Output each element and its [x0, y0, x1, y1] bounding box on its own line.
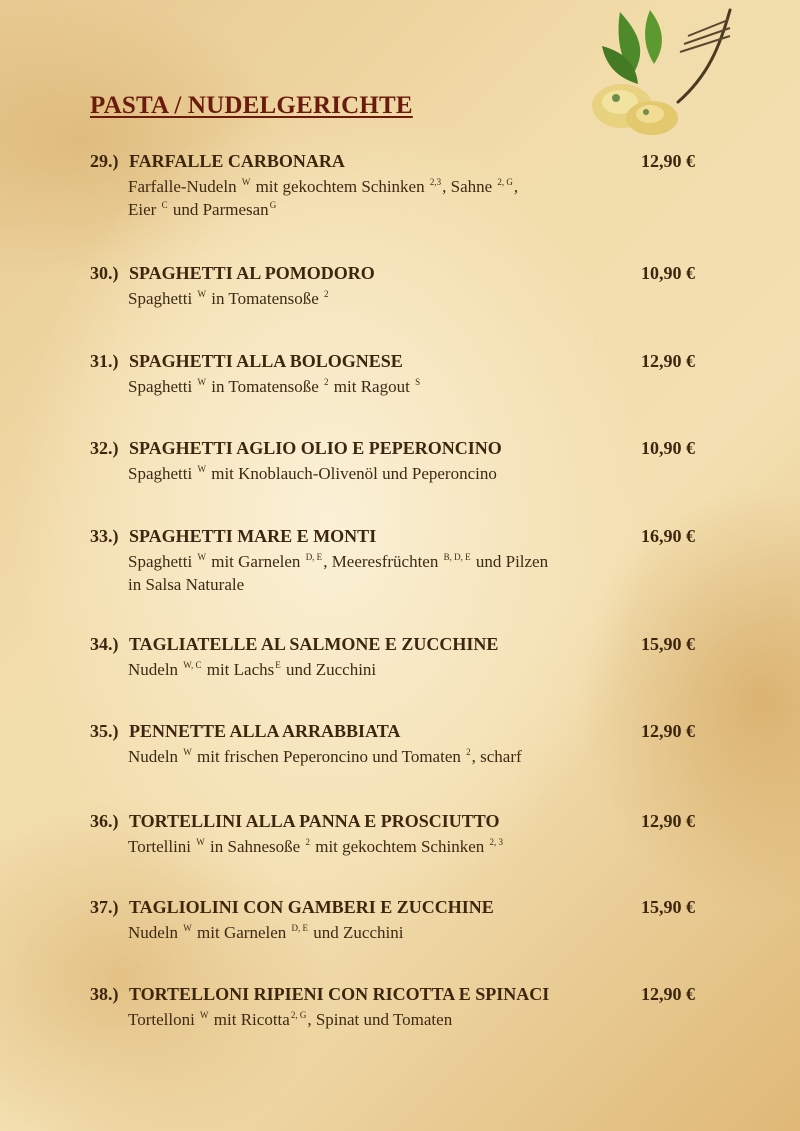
- menu-item-price: 12,90 €: [641, 984, 695, 1004]
- allergen-code: S: [415, 377, 421, 387]
- allergen-code: W: [200, 1010, 209, 1020]
- menu-item-price: 16,90 €: [641, 526, 695, 546]
- menu-item-header: [90, 151, 695, 175]
- description-text: Spaghetti: [128, 464, 197, 483]
- description-text: mit frischen Peperoncino und Tomaten: [192, 747, 466, 766]
- description-text: mit Lachs: [202, 660, 275, 679]
- menu-item-description: [128, 836, 695, 858]
- description-text: Farfalle-Nudeln: [128, 177, 241, 196]
- menu-item: [90, 811, 695, 858]
- menu-item-number: 32.): [90, 438, 119, 458]
- description-text: Eier: [128, 200, 161, 219]
- menu-item-description: [128, 288, 695, 310]
- allergen-code: 2: [466, 747, 471, 757]
- menu-item-name: SPAGHETTI AL POMODORO: [129, 263, 375, 283]
- menu-item-header: [90, 984, 695, 1008]
- allergen-code: 2,3: [429, 177, 442, 187]
- menu-item-price: 12,90 €: [641, 721, 695, 741]
- menu-item-description: [128, 574, 695, 596]
- description-text: in Tomatensoße: [206, 377, 324, 396]
- menu-item-description: [128, 746, 695, 768]
- menu-item-header: [90, 526, 695, 550]
- menu-item-number: 38.): [90, 984, 119, 1004]
- menu-item-header: [90, 897, 695, 921]
- menu-item-description: [128, 199, 695, 221]
- menu-item: [90, 721, 695, 768]
- description-text: mit gekochtem Schinken: [310, 837, 489, 856]
- allergen-code: W: [183, 747, 192, 757]
- menu-item-name: FARFALLE CARBONARA: [129, 151, 345, 171]
- menu-item-name: TAGLIATELLE AL SALMONE E ZUCCHINE: [129, 634, 499, 654]
- description-text: Tortelloni: [128, 1010, 200, 1029]
- description-text: Spaghetti: [128, 289, 197, 308]
- menu-item-description: [128, 1009, 695, 1031]
- description-text: , Meeresfrüchten: [323, 552, 443, 571]
- description-text: , Sahne: [442, 177, 497, 196]
- menu-item: [90, 984, 695, 1031]
- allergen-code: W: [197, 464, 206, 474]
- menu-item-price: 10,90 €: [641, 438, 695, 458]
- description-text: in Tomatensoße: [206, 289, 324, 308]
- menu-item-number: 37.): [90, 897, 119, 917]
- allergen-code: 2, G: [497, 177, 513, 187]
- menu-item-header: [90, 721, 695, 745]
- menu-item-price: 12,90 €: [641, 151, 695, 171]
- description-text: mit Knoblauch-Olivenöl und Peperoncino: [206, 464, 497, 483]
- menu-item: [90, 263, 695, 310]
- description-text: ,: [513, 177, 519, 196]
- menu-item-description: [128, 551, 695, 573]
- menu-item-number: 31.): [90, 351, 119, 371]
- description-text: mit Ragout: [329, 377, 415, 396]
- allergen-code: W: [196, 837, 205, 847]
- description-text: Tortellini: [128, 837, 196, 856]
- menu-item: [90, 151, 695, 221]
- description-text: mit gekochtem Schinken: [251, 177, 429, 196]
- description-text: , Spinat und Tomaten: [307, 1010, 453, 1029]
- allergen-code: W, C: [183, 660, 202, 670]
- allergen-code: 2: [305, 837, 310, 847]
- allergen-code: W: [197, 552, 206, 562]
- menu-item-description: [128, 176, 695, 198]
- menu-item-name: SPAGHETTI MARE E MONTI: [129, 526, 377, 546]
- allergen-code: B, D, E: [443, 552, 471, 562]
- menu-item: [90, 526, 695, 596]
- menu-item-description: [128, 659, 695, 681]
- menu-item-price: 12,90 €: [641, 811, 695, 831]
- menu-item-number: 30.): [90, 263, 119, 283]
- page-title: PASTA / NUDELGERICHTE: [90, 92, 413, 119]
- description-text: Nudeln: [128, 747, 183, 766]
- menu-item-price: 15,90 €: [641, 897, 695, 917]
- menu-item-name: TORTELLONI RIPIENI CON RICOTTA E SPINACI: [129, 984, 550, 1004]
- menu-item-price: 15,90 €: [641, 634, 695, 654]
- allergen-code: D, E: [291, 923, 309, 933]
- menu-item-number: 36.): [90, 811, 119, 831]
- description-text: Nudeln: [128, 660, 183, 679]
- menu-item-number: 33.): [90, 526, 119, 546]
- allergen-code: C: [161, 200, 168, 210]
- menu-item: [90, 634, 695, 681]
- menu-item: [90, 351, 695, 398]
- menu-item-price: 12,90 €: [641, 351, 695, 371]
- menu-item-header: [90, 263, 695, 287]
- allergen-code: 2, 3: [489, 837, 503, 847]
- menu-item-header: [90, 438, 695, 462]
- allergen-code: 2, G: [290, 1010, 307, 1020]
- description-text: mit Garnelen: [206, 552, 305, 571]
- menu-item-description: [128, 463, 695, 485]
- menu-item-description: [128, 922, 695, 944]
- description-text: , scharf: [471, 747, 522, 766]
- description-text: Spaghetti: [128, 377, 197, 396]
- description-text: Spaghetti: [128, 552, 197, 571]
- description-text: in Sahnesoße: [205, 837, 305, 856]
- allergen-code: 2: [324, 377, 329, 387]
- allergen-code: W: [241, 177, 251, 187]
- allergen-code: W: [197, 377, 206, 387]
- description-text: und Zucchini: [281, 660, 377, 679]
- allergen-code: W: [197, 289, 206, 299]
- menu-item-name: TAGLIOLINI CON GAMBERI E ZUCCHINE: [129, 897, 494, 917]
- menu-item-header: [90, 351, 695, 375]
- menu-item-number: 34.): [90, 634, 119, 654]
- menu-item-name: SPAGHETTI ALLA BOLOGNESE: [129, 351, 403, 371]
- menu-item-price: 10,90 €: [641, 263, 695, 283]
- description-text: mit Garnelen: [192, 923, 291, 942]
- menu-item-number: 29.): [90, 151, 119, 171]
- ravioli-basil-fork-icon: [580, 6, 750, 136]
- description-text: und Pilzen: [471, 552, 549, 571]
- allergen-code: 2: [324, 289, 329, 299]
- description-text: und Zucchini: [309, 923, 404, 942]
- allergen-code: W: [183, 923, 192, 933]
- menu-item-description: [128, 376, 695, 398]
- allergen-code: G: [269, 200, 277, 210]
- menu-item-header: [90, 634, 695, 658]
- allergen-code: E: [275, 660, 281, 670]
- description-text: in Salsa Naturale: [128, 575, 245, 594]
- menu-item: [90, 897, 695, 944]
- description-text: mit Ricotta: [209, 1010, 290, 1029]
- menu-item-header: [90, 811, 695, 835]
- menu-item-name: SPAGHETTI AGLIO OLIO E PEPERONCINO: [129, 438, 502, 458]
- menu-item-number: 35.): [90, 721, 119, 741]
- menu-item-name: TORTELLINI ALLA PANNA E PROSCIUTTO: [129, 811, 500, 831]
- description-text: Nudeln: [128, 923, 183, 942]
- description-text: und Parmesan: [168, 200, 269, 219]
- allergen-code: D, E: [305, 552, 323, 562]
- menu-item-name: PENNETTE ALLA ARRABBIATA: [129, 721, 401, 741]
- menu-item: [90, 438, 695, 485]
